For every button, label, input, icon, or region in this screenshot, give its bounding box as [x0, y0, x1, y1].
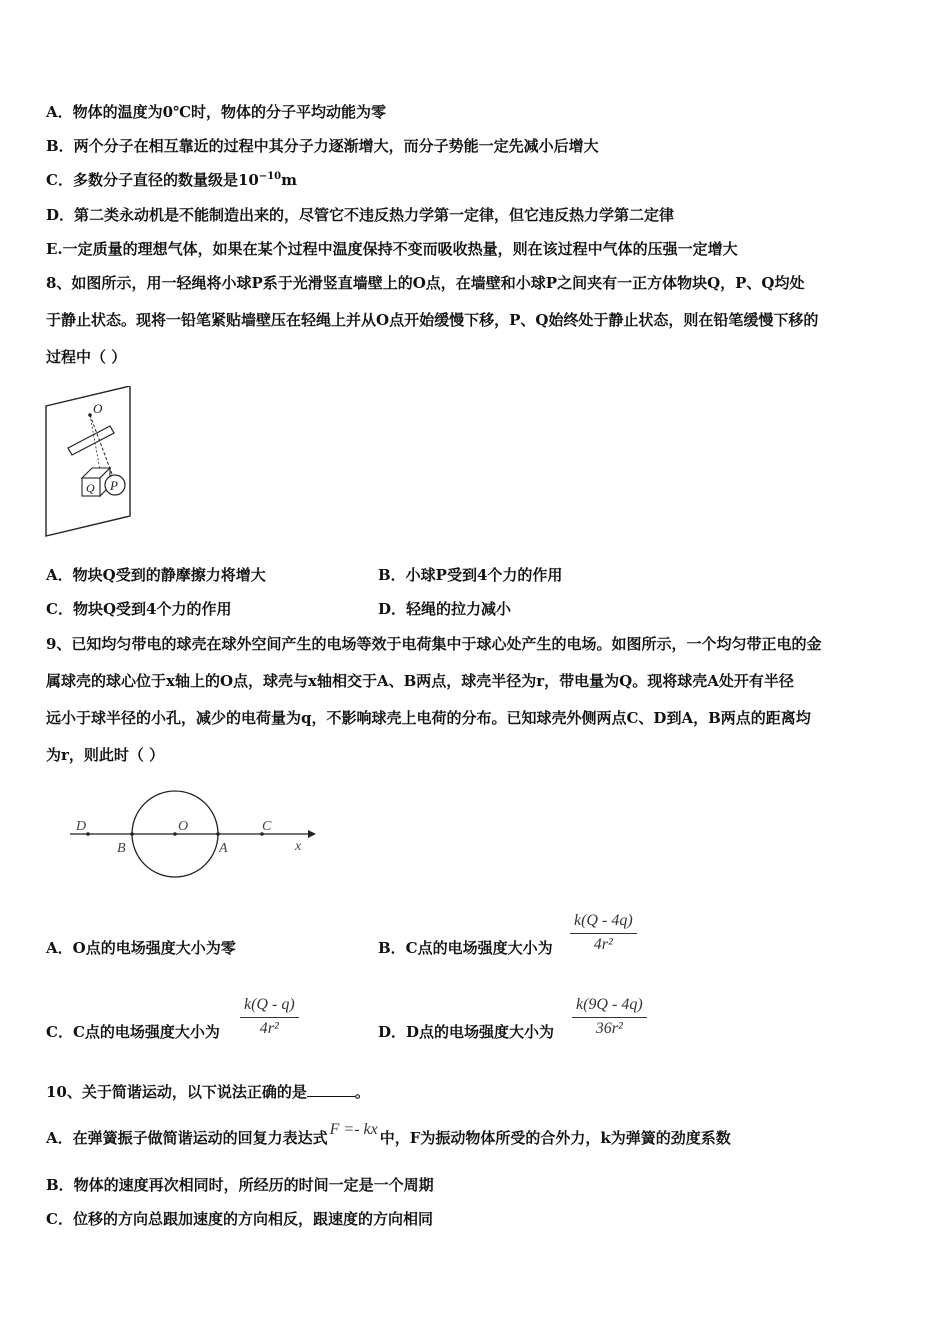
q9-option-c: C．C点的电场强度大小为: [46, 1023, 220, 1041]
q8-option-b: B．小球P受到4个力的作用: [378, 566, 563, 584]
q10-option-c: C．位移的方向总跟加速度的方向相反，跟速度的方向相同: [46, 1210, 433, 1228]
q8-option-a: A．物块Q受到的静摩擦力将增大: [46, 566, 266, 584]
q9-option-c-numerator: k(Q - q): [240, 996, 299, 1018]
q8-label-p: P: [110, 478, 118, 493]
q9-option-c-fraction: [240, 996, 299, 1038]
q7-option-c-text: C．多数分子直径的数量级是10: [46, 171, 259, 189]
q8-label-o: O: [93, 401, 103, 416]
q10-stem-text: 10、关于简谐运动，以下说法正确的是: [46, 1083, 307, 1101]
q9-option-d-fraction: [572, 996, 647, 1038]
q9-figure: [68, 788, 318, 880]
q10-option-a: [46, 1121, 731, 1149]
q10-option-a-text-end: 中，F为振动物体所受的合外力，k为弹簧的劲度系数: [379, 1129, 731, 1147]
q9-option-d: D．D点的电场强度大小为: [378, 1023, 555, 1041]
q9-option-d-denominator: 36r²: [595, 1020, 623, 1037]
q7-option-c: [46, 170, 297, 190]
q10-option-a-text: A．在弹簧振子做简谐运动的回复力表达式: [46, 1129, 328, 1147]
q9-label-b: B: [117, 841, 126, 856]
q8-figure: [44, 386, 134, 538]
q10-answer-blank: [307, 1082, 355, 1097]
q7-option-a: A．物体的温度为0℃时，物体的分子平均动能为零: [46, 103, 387, 121]
q8-wall: [46, 386, 130, 536]
q9-point-b: [130, 832, 134, 836]
q9-stem-line-4: 为r，则此时（ ）: [46, 746, 165, 764]
q9-x-axis-arrow: [308, 830, 316, 838]
q10-option-a-formula: F =- kx: [329, 1121, 378, 1138]
q9-point-o: [173, 832, 177, 836]
q7-option-c-exponent: −10: [258, 171, 282, 182]
q10-stem-end: 。: [354, 1083, 370, 1101]
q9-option-d-numerator: k(9Q - 4q): [572, 996, 647, 1018]
q10-option-b: B．物体的速度再次相同时，所经历的时间一定是一个周期: [46, 1176, 434, 1194]
q10-stem: [46, 1082, 370, 1102]
q8-pencil: [68, 426, 114, 455]
q9-option-b-numerator: k(Q - 4q): [570, 912, 637, 934]
q9-option-b-denominator: 4r²: [593, 936, 613, 953]
q8-stem-line-1: 8、如图所示，用一轻绳将小球P系于光滑竖直墙壁上的O点，在墙壁和小球P之间夹有一正方体物块Q，P、Q均处: [46, 274, 805, 292]
q8-option-d: D．轻绳的拉力减小: [378, 600, 512, 618]
q9-stem-line-1: 9、已知均匀带电的球壳在球外空间产生的电场等效于电荷集中于球心处产生的电场。如图所示，一个均匀带正电的金: [46, 635, 822, 653]
q9-option-a: A．O点的电场强度大小为零: [46, 939, 236, 957]
q9-stem-line-3: 远小于球半径的小孔，减少的电荷量为q，不影响球壳上电荷的分布。已知球壳外侧两点C、D到A，B两点的距离均: [46, 709, 811, 727]
q9-point-d: [86, 832, 90, 836]
q9-label-o: O: [178, 819, 189, 834]
q7-option-d: D．第二类永动机是不能制造出来的，尽管它不违反热力学第一定律，但它违反热力学第二定律: [46, 206, 675, 224]
q8-stem-line-3: 过程中（ ）: [46, 348, 127, 366]
q9-option-b-fraction: [570, 912, 637, 954]
q9-label-x: x: [295, 839, 302, 854]
q8-label-q: Q: [86, 481, 95, 495]
q9-option-c-denominator: 4r²: [259, 1020, 279, 1037]
q7-option-b: B．两个分子在相互靠近的过程中其分子力逐渐增大，而分子势能一定先减小后增大: [46, 137, 599, 155]
q9-point-a: [216, 832, 220, 836]
q8-stem-line-2: 于静止状态。现将一铅笔紧贴墙壁压在轻绳上并从O点开始缓慢下移，P、Q始终处于静止状态，则在铅笔缓慢下移的: [46, 311, 819, 329]
q9-stem-line-2: 属球壳的球心位于x轴上的O点，球壳与x轴相交于A、B两点，球壳半径为r，带电量为Q。现将球壳A处开有半径: [46, 672, 794, 690]
q9-label-a: A: [219, 841, 228, 856]
q9-label-c: C: [262, 819, 272, 834]
q7-option-e: E.一定质量的理想气体，如果在某个过程中温度保持不变而吸收热量，则在该过程中气体的压强一定增大: [46, 240, 738, 258]
q7-option-c-unit: m: [281, 171, 297, 189]
q9-option-b: B．C点的电场强度大小为: [378, 939, 553, 957]
q8-option-c: C．物块Q受到4个力的作用: [46, 600, 232, 618]
q9-label-d: D: [76, 819, 87, 834]
